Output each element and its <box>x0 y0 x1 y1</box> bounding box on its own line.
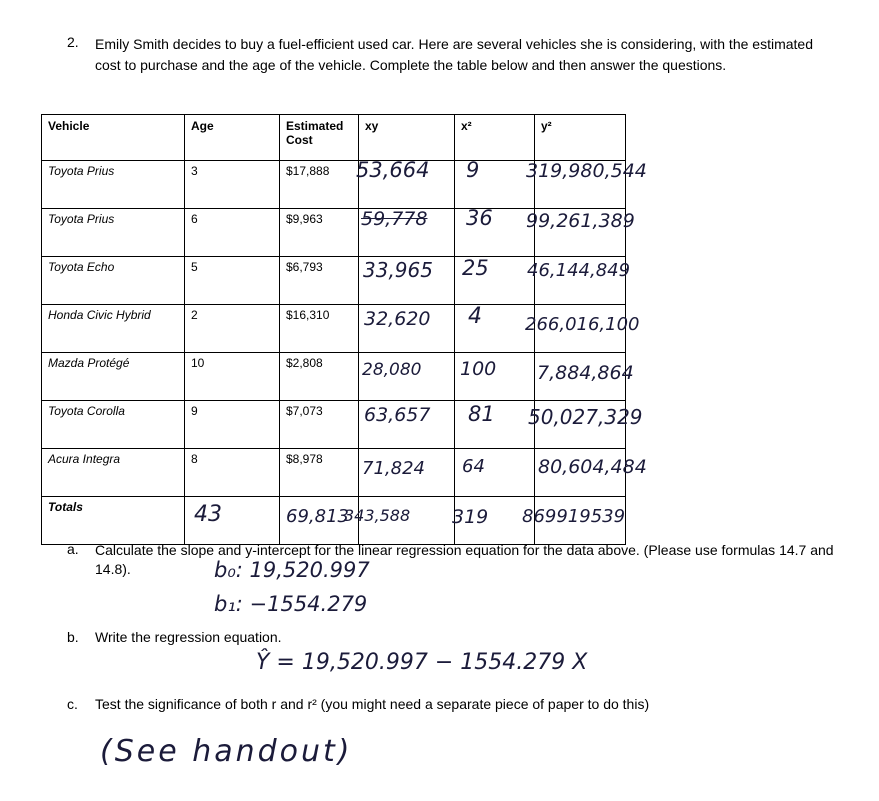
hw-y2-row1: 319,980,544 <box>526 160 647 182</box>
hw-x2-row7: 64 <box>462 456 485 477</box>
cell-age: 10 <box>185 353 280 401</box>
hw-x2-row5: 100 <box>460 358 497 380</box>
hw-x2-row1: 9 <box>466 158 480 182</box>
cell-age: 5 <box>185 257 280 305</box>
part-b-text: Write the regression equation. <box>95 629 282 645</box>
table-header-row <box>42 115 626 161</box>
hw-xy-row6: 63,657 <box>364 404 431 426</box>
hw-x2-row2: 36 <box>466 206 493 230</box>
hw-y2-row3: 46,144,849 <box>527 260 631 281</box>
hw-x2-row4: 4 <box>468 304 482 329</box>
cell-vehicle: Honda Civic Hybrid <box>42 305 185 353</box>
part-a-label: a. <box>67 541 79 557</box>
header-age: Age <box>185 115 280 161</box>
hw-xy-row3: 33,965 <box>363 258 433 282</box>
cell-cost: $16,310 <box>280 305 359 353</box>
hw-total-cost: 69,813 <box>286 506 349 527</box>
cell-cost: $2,808 <box>280 353 359 401</box>
hw-y2-row6: 50,027,329 <box>528 405 643 429</box>
cell-age: 9 <box>185 401 280 449</box>
hw-xy-row4: 32,620 <box>364 308 431 330</box>
header-cost: Estimated Cost <box>280 115 359 161</box>
hw-see-handout: (See handout) <box>100 734 353 769</box>
hw-xy-row1: 53,664 <box>356 158 430 182</box>
hw-x2-row6: 81 <box>468 402 495 426</box>
cell-vehicle: Toyota Prius <box>42 161 185 209</box>
header-vehicle: Vehicle <box>42 115 185 161</box>
cell-cost: $8,978 <box>280 449 359 497</box>
hw-total-xy: 343,588 <box>344 506 411 525</box>
cell-cost: $17,888 <box>280 161 359 209</box>
cell-cost: $6,793 <box>280 257 359 305</box>
cell-cost: $9,963 <box>280 209 359 257</box>
cell-age: 6 <box>185 209 280 257</box>
cell-vehicle: Toyota Prius <box>42 209 185 257</box>
hw-b1: b₁: −1554.279 <box>214 592 368 616</box>
hw-total-x2: 319 <box>452 506 489 528</box>
hw-y2-row5: 7,884,864 <box>537 362 634 384</box>
hw-x2-row3: 25 <box>462 256 489 280</box>
cell-vehicle: Toyota Echo <box>42 257 185 305</box>
cell-vehicle: Mazda Protégé <box>42 353 185 401</box>
hw-xy-row7: 71,824 <box>362 458 425 479</box>
cell-age: 3 <box>185 161 280 209</box>
hw-b0: b₀: 19,520.997 <box>214 558 370 582</box>
cell-vehicle: Toyota Corolla <box>42 401 185 449</box>
header-xy: xy <box>359 115 455 161</box>
totals-label: Totals <box>42 497 185 545</box>
cell-x2 <box>455 305 535 353</box>
cell-age: 2 <box>185 305 280 353</box>
header-x2: x² <box>455 115 535 161</box>
hw-y2-row4: 266,016,100 <box>525 314 640 335</box>
part-a-text: Calculate the slope and y-intercept for the linear regression equation for the data above. (Please use formulas 14.7 and 14.8). <box>95 542 834 577</box>
hw-xy-row2: 59,778 <box>361 208 428 230</box>
hw-total-age: 43 <box>194 502 222 527</box>
hw-regression-equation: Ŷ = 19,520.997 − 1554.279 X <box>256 650 588 675</box>
hw-y2-row7: 80,604,484 <box>538 456 647 478</box>
cell-age: 8 <box>185 449 280 497</box>
hw-total-y2: 869919539 <box>522 506 626 527</box>
header-y2: y² <box>535 115 626 161</box>
part-c-text: Test the significance of both r and r² (you might need a separate piece of paper to do this) <box>95 696 650 712</box>
hw-xy-row5: 28,080 <box>362 360 422 380</box>
cell-cost: $7,073 <box>280 401 359 449</box>
part-c-label: c. <box>67 696 78 712</box>
question-text: Emily Smith decides to buy a fuel-efficient used car. Here are several vehicles she is considering, with the estimated cost to purchase and the age of the vehicle. Complete the table below and then answer the questions. <box>95 36 813 73</box>
cell-vehicle: Acura Integra <box>42 449 185 497</box>
hw-y2-row2: 99,261,389 <box>526 210 635 232</box>
question-number: 2. <box>67 34 79 50</box>
part-b-label: b. <box>67 629 79 645</box>
